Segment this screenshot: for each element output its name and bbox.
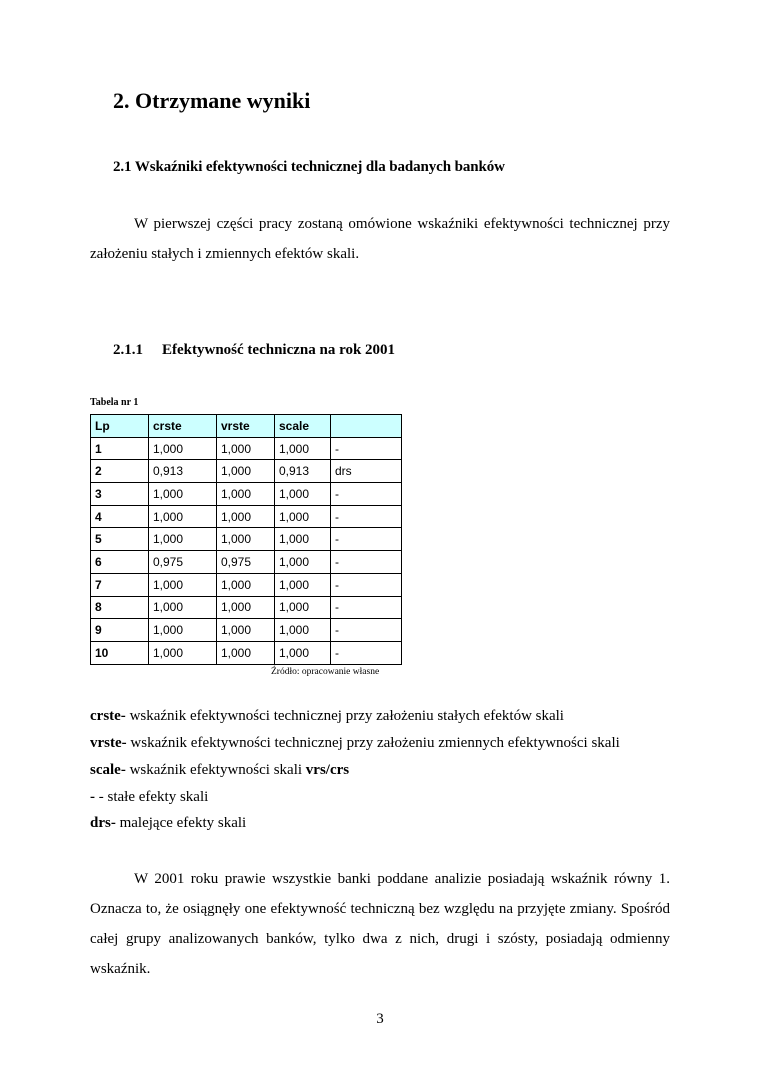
- table-cell: 1,000: [217, 483, 275, 506]
- table-cell: 1,000: [217, 437, 275, 460]
- column-header-lp: Lp: [91, 415, 149, 438]
- table-cell: -: [331, 505, 402, 528]
- table-cell: 9: [91, 619, 149, 642]
- table-cell: 1,000: [275, 619, 331, 642]
- subsection-number: 2.1.1: [113, 342, 143, 358]
- intro-paragraph: W pierwszej części pracy zostaną omówione wskaźniki efektywności technicznej przy założeniu stałych i zmiennych efektów skali.: [90, 216, 670, 262]
- table-cell: 1: [91, 437, 149, 460]
- table-cell: 1,000: [149, 573, 217, 596]
- table-cell: 0,975: [217, 551, 275, 574]
- table-cell: 1,000: [217, 596, 275, 619]
- table-cell: 0,975: [149, 551, 217, 574]
- table-cell: 0,913: [149, 460, 217, 483]
- table-cell: 1,000: [275, 573, 331, 596]
- legend-text: malejące efekty skali: [115, 815, 247, 831]
- table-row: [91, 619, 402, 642]
- table-cell: -: [331, 596, 402, 619]
- legend-text: wskaźnik efektywności skali: [125, 762, 306, 778]
- table-cell: -: [331, 619, 402, 642]
- table-cell: 1,000: [217, 573, 275, 596]
- page-heading: 2. Otrzymane wyniki: [113, 88, 311, 113]
- table-cell: 1,000: [217, 460, 275, 483]
- subsection-title: Efektywność techniczna na rok 2001: [162, 342, 396, 358]
- table-cell: 1,000: [149, 437, 217, 460]
- column-header-scale: scale: [275, 415, 331, 438]
- table-row: [91, 528, 402, 551]
- table-cell: -: [331, 573, 402, 596]
- table-cell: 1,000: [149, 619, 217, 642]
- legend-text: - stałe efekty skali: [95, 789, 209, 805]
- table-cell: 1,000: [275, 483, 331, 506]
- legend-line-vrste: [90, 735, 620, 752]
- table-row: [91, 641, 402, 664]
- table-cell: -: [331, 483, 402, 506]
- table-cell: 4: [91, 505, 149, 528]
- efficiency-table: [90, 414, 402, 665]
- table-cell: 7: [91, 573, 149, 596]
- table-cell: 8: [91, 596, 149, 619]
- table-cell: 1,000: [149, 641, 217, 664]
- table-cell: -: [331, 551, 402, 574]
- legend-term: -: [90, 789, 95, 805]
- column-header-vrste: vrste: [217, 415, 275, 438]
- legend-line-scale: [90, 762, 349, 779]
- table-cell: 2: [91, 460, 149, 483]
- table-caption: Tabela nr 1: [90, 397, 139, 408]
- table-cell: 1,000: [275, 551, 331, 574]
- table-cell: 1,000: [275, 528, 331, 551]
- legend-line-constant: [90, 789, 208, 806]
- table-cell: 1,000: [149, 528, 217, 551]
- table-row: [91, 505, 402, 528]
- legend-text: wskaźnik efektywności technicznej przy założeniu zmiennych efektywności skali: [126, 735, 620, 751]
- table-row: [91, 573, 402, 596]
- table-cell: 1,000: [217, 619, 275, 642]
- section-heading: 2.1 Wskaźniki efektywności technicznej dla badanych banków: [113, 159, 505, 175]
- conclusion-paragraph: W 2001 roku prawie wszystkie banki poddane analizie posiadają wskaźnik równy 1. Oznacza to, że osiągnęły one efektywność techniczną bez względu na przyjęte zmiany. Spośród całej grupy analizowanych banków, tylko dwa z nich, drugi i szósty, posiadają odmienny wskaźnik.: [90, 871, 670, 977]
- table-cell: 6: [91, 551, 149, 574]
- table-row: [91, 483, 402, 506]
- table-row: [91, 551, 402, 574]
- table-row: [91, 437, 402, 460]
- legend-line-crste: [90, 708, 564, 725]
- table-cell: -: [331, 528, 402, 551]
- legend-line-drs: [90, 815, 246, 832]
- table-cell: 1,000: [149, 596, 217, 619]
- table-cell: 1,000: [217, 641, 275, 664]
- legend-term: scale-: [90, 762, 126, 778]
- page-number: 3: [376, 1011, 384, 1027]
- table-cell: 10: [91, 641, 149, 664]
- table-cell: -: [331, 641, 402, 664]
- table-cell: drs: [331, 460, 402, 483]
- table-cell: 1,000: [275, 505, 331, 528]
- legend-text: wskaźnik efektywności technicznej przy założeniu stałych efektów skali: [125, 708, 564, 724]
- table-cell: 1,000: [275, 596, 331, 619]
- table-row: [91, 596, 402, 619]
- legend-formula: vrs/crs: [305, 762, 350, 778]
- table-cell: 1,000: [149, 505, 217, 528]
- legend-term: crste-: [90, 708, 126, 724]
- table-cell: 0,913: [275, 460, 331, 483]
- table-cell: 1,000: [275, 437, 331, 460]
- table-header-row: [91, 415, 402, 438]
- table-cell: 5: [91, 528, 149, 551]
- column-header-crste: crste: [149, 415, 217, 438]
- legend-term: drs-: [90, 815, 116, 831]
- table-cell: 1,000: [149, 483, 217, 506]
- subsection-heading: [113, 342, 395, 359]
- column-header-returns: [331, 415, 402, 438]
- table-cell: 3: [91, 483, 149, 506]
- table-cell: 1,000: [217, 528, 275, 551]
- table-row: [91, 460, 402, 483]
- table-cell: 1,000: [217, 505, 275, 528]
- table-cell: -: [331, 437, 402, 460]
- table-source-note: Źródło: opracowanie własne: [271, 667, 380, 677]
- legend-term: vrste-: [90, 735, 127, 751]
- table-cell: 1,000: [275, 641, 331, 664]
